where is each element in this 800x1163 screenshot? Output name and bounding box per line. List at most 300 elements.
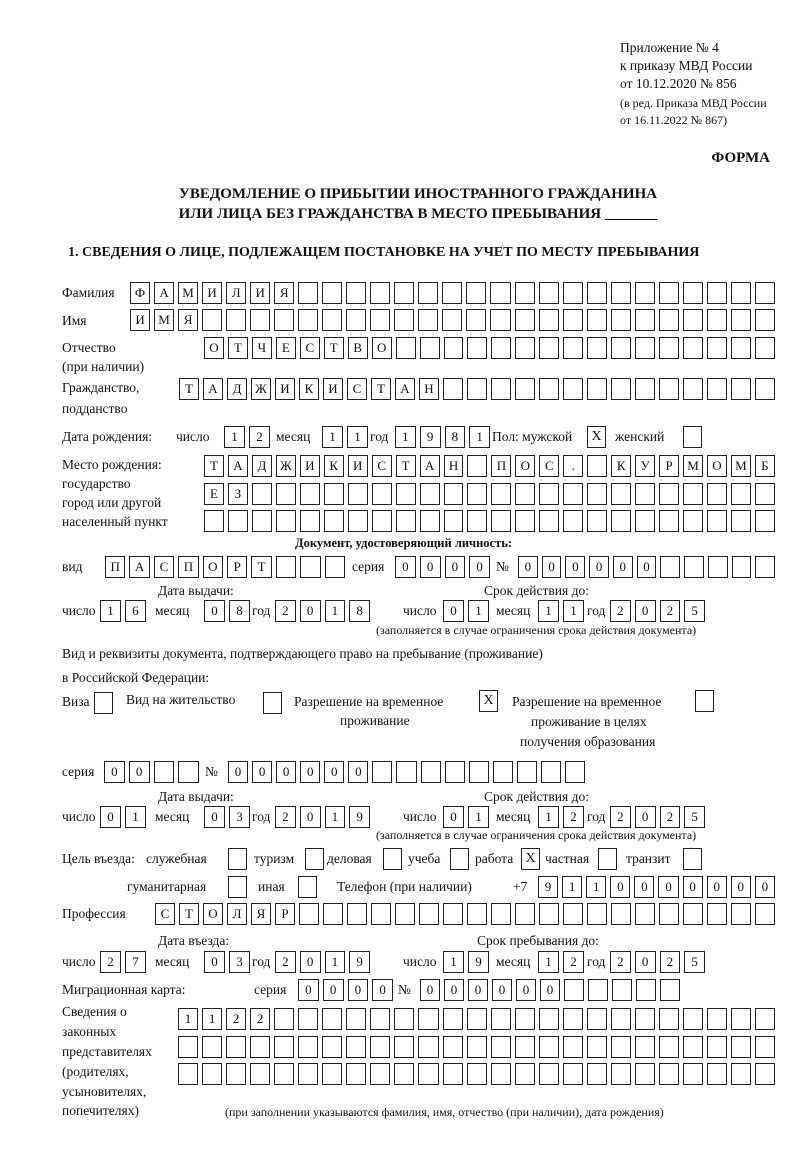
char-cell[interactable]: 1	[100, 600, 121, 622]
char-cell[interactable]	[298, 1063, 318, 1085]
char-cell[interactable]	[635, 903, 655, 925]
char-cell[interactable]: 0	[613, 556, 633, 578]
char-cell[interactable]: 8	[349, 600, 370, 622]
char-cell[interactable]: В	[348, 337, 368, 359]
char-cell[interactable]	[420, 337, 440, 359]
representatives-row-1[interactable]	[178, 1008, 775, 1030]
char-cell[interactable]: 0	[565, 556, 585, 578]
char-cell[interactable]: 0	[516, 979, 536, 1001]
char-cell[interactable]: С	[154, 556, 174, 578]
char-cell[interactable]	[491, 337, 511, 359]
char-cell[interactable]	[324, 483, 344, 505]
char-cell[interactable]	[467, 455, 487, 477]
char-cell[interactable]	[539, 903, 559, 925]
char-cell[interactable]: И	[202, 282, 222, 304]
birthplace-row-2[interactable]	[204, 483, 775, 505]
char-cell[interactable]	[563, 1008, 583, 1030]
char-cell[interactable]: 1	[538, 600, 559, 622]
char-cell[interactable]: 0	[445, 556, 466, 578]
char-cell[interactable]: А	[154, 282, 174, 304]
stay-series-field[interactable]	[104, 761, 199, 783]
char-cell[interactable]: 0	[300, 806, 321, 828]
char-cell[interactable]	[515, 1063, 535, 1085]
char-cell[interactable]: 9	[349, 951, 370, 973]
char-cell[interactable]: Т	[179, 903, 199, 925]
char-cell[interactable]	[755, 337, 775, 359]
char-cell[interactable]: 3	[229, 951, 250, 973]
char-cell[interactable]: А	[228, 455, 248, 477]
char-cell[interactable]	[298, 1036, 318, 1058]
char-cell[interactable]	[539, 1063, 559, 1085]
char-cell[interactable]: 1	[469, 426, 490, 448]
purpose-service-checkbox[interactable]	[228, 848, 247, 870]
char-cell[interactable]	[467, 1063, 487, 1085]
trp-edu-checkbox[interactable]	[695, 690, 714, 712]
char-cell[interactable]	[635, 1036, 655, 1058]
char-cell[interactable]: Р	[227, 556, 247, 578]
char-cell[interactable]: М	[154, 309, 174, 331]
char-cell[interactable]: Р	[659, 455, 679, 477]
char-cell[interactable]	[250, 1036, 270, 1058]
purpose-private-checkbox[interactable]	[598, 848, 617, 870]
char-cell[interactable]	[466, 309, 486, 331]
id-valid-year-field[interactable]	[610, 600, 705, 622]
char-cell[interactable]	[325, 556, 345, 578]
birth-year-field[interactable]	[395, 426, 490, 448]
char-cell[interactable]	[539, 337, 559, 359]
char-cell[interactable]: А	[129, 556, 149, 578]
char-cell[interactable]	[587, 483, 607, 505]
char-cell[interactable]	[731, 483, 751, 505]
char-cell[interactable]: Н	[444, 455, 464, 477]
char-cell[interactable]	[346, 1036, 366, 1058]
char-cell[interactable]	[372, 510, 392, 532]
char-cell[interactable]: 2	[275, 951, 296, 973]
char-cell[interactable]: П	[178, 556, 198, 578]
char-cell[interactable]: П	[105, 556, 125, 578]
char-cell[interactable]: 0	[637, 556, 657, 578]
char-cell[interactable]: 0	[300, 600, 321, 622]
char-cell[interactable]: О	[204, 337, 224, 359]
char-cell[interactable]: Ж	[251, 378, 271, 400]
char-cell[interactable]	[420, 510, 440, 532]
char-cell[interactable]: 1	[325, 600, 346, 622]
char-cell[interactable]: 0	[395, 556, 416, 578]
char-cell[interactable]	[491, 1063, 511, 1085]
char-cell[interactable]: З	[228, 483, 248, 505]
char-cell[interactable]	[419, 903, 439, 925]
char-cell[interactable]: 0	[298, 979, 319, 1001]
char-cell[interactable]: 1	[325, 951, 346, 973]
id-doc-type-field[interactable]	[105, 556, 345, 578]
char-cell[interactable]	[202, 309, 222, 331]
char-cell[interactable]	[587, 1063, 607, 1085]
char-cell[interactable]	[250, 309, 270, 331]
phone-field[interactable]	[538, 876, 775, 898]
char-cell[interactable]	[659, 483, 679, 505]
char-cell[interactable]	[467, 903, 487, 925]
char-cell[interactable]	[299, 903, 319, 925]
char-cell[interactable]	[563, 903, 583, 925]
char-cell[interactable]	[323, 903, 343, 925]
char-cell[interactable]	[276, 510, 296, 532]
char-cell[interactable]	[394, 1036, 414, 1058]
char-cell[interactable]: 0	[252, 761, 272, 783]
char-cell[interactable]	[418, 1036, 438, 1058]
char-cell[interactable]: М	[683, 455, 703, 477]
char-cell[interactable]: Ф	[130, 282, 150, 304]
char-cell[interactable]: Т	[251, 556, 271, 578]
until-year-field[interactable]	[610, 951, 705, 973]
char-cell[interactable]	[394, 1008, 414, 1030]
char-cell[interactable]: 0	[610, 876, 630, 898]
char-cell[interactable]: 0	[731, 876, 751, 898]
char-cell[interactable]	[563, 1036, 583, 1058]
char-cell[interactable]: 0	[707, 876, 727, 898]
char-cell[interactable]	[467, 510, 487, 532]
char-cell[interactable]	[493, 761, 513, 783]
char-cell[interactable]	[611, 510, 631, 532]
char-cell[interactable]: 0	[204, 600, 225, 622]
char-cell[interactable]	[467, 378, 487, 400]
char-cell[interactable]	[322, 1008, 342, 1030]
char-cell[interactable]: 0	[635, 951, 656, 973]
char-cell[interactable]: 0	[755, 876, 775, 898]
purpose-work-checkbox[interactable]: X	[521, 848, 540, 870]
char-cell[interactable]: 5	[684, 600, 705, 622]
char-cell[interactable]	[731, 510, 751, 532]
char-cell[interactable]: 9	[420, 426, 441, 448]
char-cell[interactable]	[420, 483, 440, 505]
char-cell[interactable]	[322, 1063, 342, 1085]
birth-month-field[interactable]	[322, 426, 368, 448]
patronymic-field[interactable]	[204, 337, 775, 359]
char-cell[interactable]: 0	[444, 979, 464, 1001]
char-cell[interactable]	[611, 1063, 631, 1085]
char-cell[interactable]	[731, 337, 751, 359]
char-cell[interactable]: И	[130, 309, 150, 331]
name-field[interactable]	[130, 309, 775, 331]
char-cell[interactable]	[707, 309, 727, 331]
residence-permit-checkbox[interactable]	[263, 692, 282, 714]
char-cell[interactable]	[707, 510, 727, 532]
purpose-tourism-checkbox[interactable]	[305, 848, 324, 870]
char-cell[interactable]	[659, 510, 679, 532]
char-cell[interactable]	[346, 309, 366, 331]
char-cell[interactable]: 2	[660, 806, 681, 828]
char-cell[interactable]: Л	[227, 903, 247, 925]
char-cell[interactable]: А	[203, 378, 223, 400]
char-cell[interactable]	[276, 556, 296, 578]
char-cell[interactable]: Т	[228, 337, 248, 359]
char-cell[interactable]: 1	[468, 806, 489, 828]
char-cell[interactable]: У	[635, 455, 655, 477]
char-cell[interactable]	[348, 510, 368, 532]
char-cell[interactable]: 1	[347, 426, 368, 448]
char-cell[interactable]	[418, 282, 438, 304]
char-cell[interactable]	[731, 1063, 751, 1085]
char-cell[interactable]: 2	[660, 600, 681, 622]
char-cell[interactable]	[202, 1036, 222, 1058]
char-cell[interactable]	[563, 337, 583, 359]
char-cell[interactable]	[659, 1036, 679, 1058]
char-cell[interactable]	[515, 282, 535, 304]
char-cell[interactable]	[396, 510, 416, 532]
char-cell[interactable]	[394, 309, 414, 331]
char-cell[interactable]: С	[300, 337, 320, 359]
char-cell[interactable]: Т	[324, 337, 344, 359]
char-cell[interactable]	[539, 309, 559, 331]
char-cell[interactable]: М	[731, 455, 751, 477]
char-cell[interactable]	[659, 282, 679, 304]
char-cell[interactable]: 0	[100, 806, 121, 828]
char-cell[interactable]	[467, 1036, 487, 1058]
char-cell[interactable]: 8	[445, 426, 466, 448]
surname-field[interactable]	[130, 282, 775, 304]
until-day-field[interactable]	[443, 951, 489, 973]
char-cell[interactable]	[466, 282, 486, 304]
char-cell[interactable]	[635, 1008, 655, 1030]
char-cell[interactable]	[755, 510, 775, 532]
char-cell[interactable]	[443, 1063, 463, 1085]
char-cell[interactable]	[683, 282, 703, 304]
char-cell[interactable]: 3	[229, 806, 250, 828]
char-cell[interactable]: 7	[125, 951, 146, 973]
char-cell[interactable]	[539, 1036, 559, 1058]
char-cell[interactable]	[565, 761, 585, 783]
char-cell[interactable]	[154, 761, 175, 783]
char-cell[interactable]	[707, 282, 727, 304]
char-cell[interactable]: Б	[755, 455, 775, 477]
migration-number-field[interactable]	[420, 979, 680, 1001]
char-cell[interactable]	[491, 510, 511, 532]
entry-year-field[interactable]	[275, 951, 370, 973]
char-cell[interactable]	[370, 1063, 390, 1085]
char-cell[interactable]: Я	[274, 282, 294, 304]
char-cell[interactable]	[467, 337, 487, 359]
char-cell[interactable]: 1	[322, 426, 343, 448]
char-cell[interactable]: 0	[589, 556, 609, 578]
char-cell[interactable]	[469, 761, 489, 783]
char-cell[interactable]	[394, 1063, 414, 1085]
char-cell[interactable]: С	[347, 378, 367, 400]
char-cell[interactable]	[611, 378, 631, 400]
char-cell[interactable]: 2	[100, 951, 121, 973]
char-cell[interactable]: 1	[202, 1008, 222, 1030]
char-cell[interactable]	[348, 483, 368, 505]
char-cell[interactable]	[635, 337, 655, 359]
char-cell[interactable]	[635, 282, 655, 304]
char-cell[interactable]	[371, 903, 391, 925]
char-cell[interactable]	[515, 483, 535, 505]
char-cell[interactable]: Е	[276, 337, 296, 359]
char-cell[interactable]	[491, 1008, 511, 1030]
birth-day-field[interactable]	[224, 426, 270, 448]
char-cell[interactable]	[611, 282, 631, 304]
char-cell[interactable]	[587, 309, 607, 331]
char-cell[interactable]	[635, 510, 655, 532]
char-cell[interactable]	[683, 378, 703, 400]
birthplace-row-3[interactable]	[204, 510, 775, 532]
char-cell[interactable]: С	[372, 455, 392, 477]
stay-issue-year-field[interactable]	[275, 806, 370, 828]
char-cell[interactable]	[178, 1063, 198, 1085]
char-cell[interactable]	[372, 483, 392, 505]
char-cell[interactable]	[515, 903, 535, 925]
char-cell[interactable]	[755, 556, 775, 578]
char-cell[interactable]: 0	[518, 556, 538, 578]
char-cell[interactable]	[755, 378, 775, 400]
char-cell[interactable]: С	[539, 455, 559, 477]
char-cell[interactable]	[611, 309, 631, 331]
char-cell[interactable]	[322, 1036, 342, 1058]
char-cell[interactable]	[755, 1008, 775, 1030]
char-cell[interactable]: А	[395, 378, 415, 400]
char-cell[interactable]	[683, 1008, 703, 1030]
char-cell[interactable]	[346, 1008, 366, 1030]
char-cell[interactable]: 0	[443, 806, 464, 828]
birthplace-row-1[interactable]	[204, 455, 775, 477]
char-cell[interactable]	[445, 761, 465, 783]
char-cell[interactable]: 2	[275, 806, 296, 828]
char-cell[interactable]: 8	[229, 600, 250, 622]
char-cell[interactable]: Я	[178, 309, 198, 331]
char-cell[interactable]: 1	[562, 876, 582, 898]
char-cell[interactable]: .	[563, 455, 583, 477]
char-cell[interactable]	[394, 282, 414, 304]
char-cell[interactable]	[611, 1008, 631, 1030]
char-cell[interactable]	[322, 309, 342, 331]
char-cell[interactable]	[732, 556, 752, 578]
char-cell[interactable]: 1	[125, 806, 146, 828]
char-cell[interactable]	[444, 483, 464, 505]
char-cell[interactable]: 2	[275, 600, 296, 622]
char-cell[interactable]	[396, 337, 416, 359]
char-cell[interactable]	[443, 378, 463, 400]
char-cell[interactable]: Р	[275, 903, 295, 925]
char-cell[interactable]: Т	[204, 455, 224, 477]
char-cell[interactable]	[370, 1008, 390, 1030]
char-cell[interactable]: 2	[660, 951, 681, 973]
stay-issue-month-field[interactable]	[204, 806, 250, 828]
char-cell[interactable]	[442, 309, 462, 331]
char-cell[interactable]: 0	[540, 979, 560, 1001]
char-cell[interactable]: О	[372, 337, 392, 359]
stay-valid-year-field[interactable]	[610, 806, 705, 828]
char-cell[interactable]	[274, 309, 294, 331]
char-cell[interactable]	[683, 903, 703, 925]
char-cell[interactable]	[587, 455, 607, 477]
char-cell[interactable]	[539, 1008, 559, 1030]
char-cell[interactable]	[298, 309, 318, 331]
char-cell[interactable]	[708, 556, 728, 578]
stay-number-field[interactable]	[228, 761, 585, 783]
char-cell[interactable]	[587, 378, 607, 400]
char-cell[interactable]: Л	[226, 282, 246, 304]
char-cell[interactable]: 0	[323, 979, 344, 1001]
char-cell[interactable]	[515, 378, 535, 400]
char-cell[interactable]	[707, 483, 727, 505]
char-cell[interactable]	[611, 337, 631, 359]
char-cell[interactable]	[274, 1036, 294, 1058]
char-cell[interactable]	[755, 1036, 775, 1058]
sex-female-checkbox[interactable]	[683, 426, 702, 448]
char-cell[interactable]: Е	[204, 483, 224, 505]
char-cell[interactable]	[346, 282, 366, 304]
char-cell[interactable]	[515, 337, 535, 359]
char-cell[interactable]	[467, 1008, 487, 1030]
char-cell[interactable]: О	[203, 903, 223, 925]
char-cell[interactable]	[659, 1008, 679, 1030]
char-cell[interactable]	[659, 1063, 679, 1085]
char-cell[interactable]	[683, 309, 703, 331]
char-cell[interactable]	[684, 556, 704, 578]
char-cell[interactable]	[563, 1063, 583, 1085]
char-cell[interactable]: 0	[492, 979, 512, 1001]
char-cell[interactable]: И	[250, 282, 270, 304]
char-cell[interactable]	[611, 1036, 631, 1058]
char-cell[interactable]: 6	[125, 600, 146, 622]
char-cell[interactable]: И	[300, 455, 320, 477]
char-cell[interactable]	[588, 979, 608, 1001]
char-cell[interactable]: И	[275, 378, 295, 400]
char-cell[interactable]: 5	[684, 951, 705, 973]
char-cell[interactable]	[731, 903, 751, 925]
char-cell[interactable]	[539, 282, 559, 304]
char-cell[interactable]	[755, 1063, 775, 1085]
char-cell[interactable]	[659, 378, 679, 400]
char-cell[interactable]	[563, 483, 583, 505]
char-cell[interactable]	[226, 1036, 246, 1058]
char-cell[interactable]	[755, 309, 775, 331]
char-cell[interactable]	[541, 761, 561, 783]
char-cell[interactable]: 0	[469, 556, 490, 578]
char-cell[interactable]	[731, 282, 751, 304]
char-cell[interactable]: И	[348, 455, 368, 477]
char-cell[interactable]	[683, 337, 703, 359]
entry-day-field[interactable]	[100, 951, 146, 973]
char-cell[interactable]	[226, 309, 246, 331]
char-cell[interactable]	[731, 378, 751, 400]
char-cell[interactable]	[563, 282, 583, 304]
char-cell[interactable]	[707, 1008, 727, 1030]
id-doc-number-field[interactable]	[518, 556, 775, 578]
char-cell[interactable]	[515, 309, 535, 331]
char-cell[interactable]: 0	[129, 761, 150, 783]
char-cell[interactable]: М	[178, 282, 198, 304]
representatives-row-2[interactable]	[178, 1036, 775, 1058]
char-cell[interactable]: С	[155, 903, 175, 925]
char-cell[interactable]: 0	[683, 876, 703, 898]
char-cell[interactable]	[252, 483, 272, 505]
id-valid-month-field[interactable]	[538, 600, 584, 622]
char-cell[interactable]	[587, 1036, 607, 1058]
char-cell[interactable]	[298, 1008, 318, 1030]
id-doc-series-field[interactable]	[395, 556, 490, 578]
char-cell[interactable]: Н	[419, 378, 439, 400]
char-cell[interactable]: 5	[684, 806, 705, 828]
char-cell[interactable]	[683, 510, 703, 532]
char-cell[interactable]	[250, 1063, 270, 1085]
char-cell[interactable]	[635, 378, 655, 400]
char-cell[interactable]: 1	[468, 600, 489, 622]
char-cell[interactable]: 1	[538, 806, 559, 828]
char-cell[interactable]: К	[324, 455, 344, 477]
char-cell[interactable]: Д	[227, 378, 247, 400]
id-valid-day-field[interactable]	[443, 600, 489, 622]
char-cell[interactable]: 0	[420, 556, 441, 578]
char-cell[interactable]: 0	[634, 876, 654, 898]
